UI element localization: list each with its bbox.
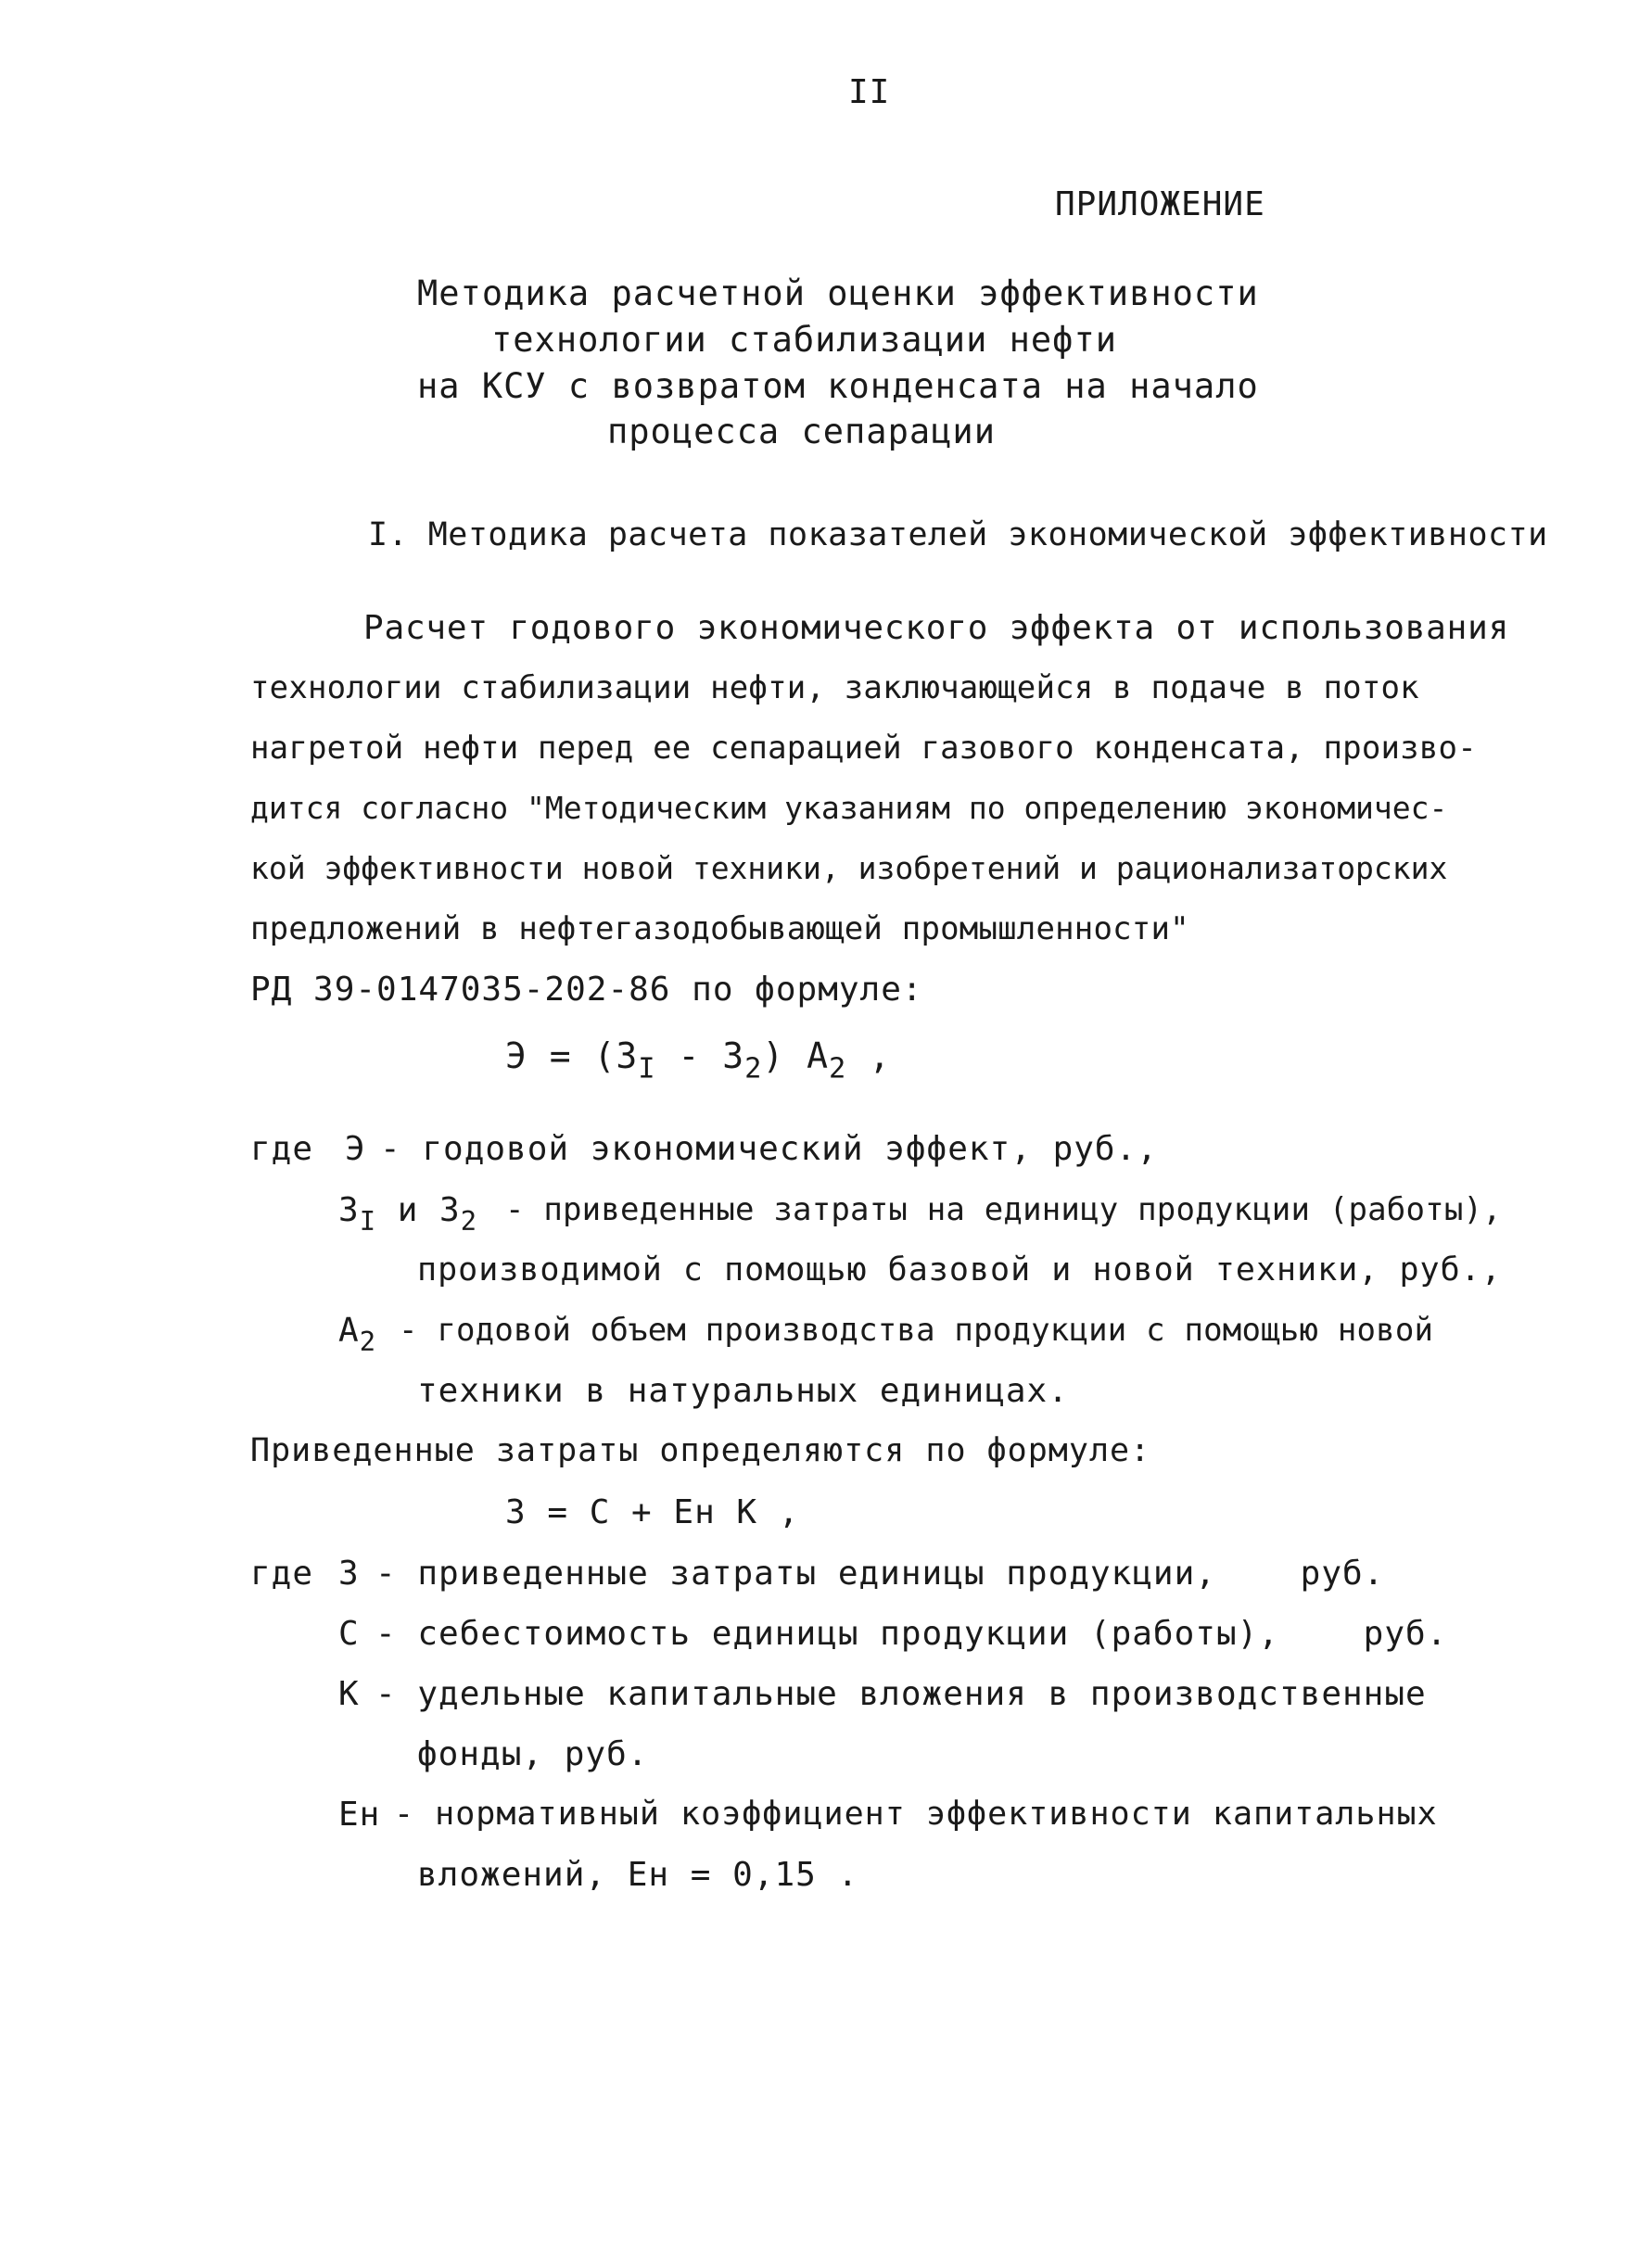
defs2-c-symbol: С	[338, 1615, 360, 1653]
section-heading: I. Методика расчета показателей экономической эффективности	[368, 516, 1548, 553]
defs1-a-letter: А	[338, 1312, 360, 1350]
defs1-e-symbol: Э	[345, 1130, 366, 1168]
paragraph-line-6: предложений в нефтегазодобывающей промышленности"	[250, 910, 1189, 947]
formula-effect-tail: ,	[846, 1035, 892, 1076]
paragraph-line-1: Расчет годового экономического эффекта от использования	[363, 609, 1510, 647]
formula-effect	[505, 1035, 892, 1086]
defs1-z-text-2: производимой с помощью базовой и новой техники, руб.,	[417, 1251, 1502, 1289]
defs2-where: где	[250, 1555, 314, 1593]
title-line-3: на КСУ с возвратом конденсата на начало	[417, 366, 1259, 406]
title-line-2: технологии стабилизации нефти	[491, 320, 1118, 360]
paragraph-line-5: кой эффективности новой техники, изобретений и рационализаторских	[250, 850, 1448, 886]
defs1-z-symbols	[338, 1191, 478, 1238]
formula-effect-sub-3: 2	[829, 1052, 847, 1086]
formula2-intro: Приведенные затраты определяются по формуле:	[250, 1432, 1151, 1469]
defs2-k-symbol: К	[338, 1675, 360, 1713]
defs2-z-symbol: З	[338, 1555, 360, 1593]
defs2-k-text: - удельные капитальные вложения в производственные	[375, 1675, 1427, 1713]
formula-effect-lhs: Э = (З	[505, 1035, 639, 1076]
defs1-a-text-2: техники в натуральных единицах.	[417, 1372, 1069, 1410]
defs1-z-sub-a: I	[359, 1205, 377, 1238]
paragraph-line-7: РД 39-0147035-202-86 по формуле:	[250, 971, 923, 1009]
paragraph-line-4: дится согласно "Методическим указаниям по определению экономичес-	[250, 790, 1448, 826]
formula-effect-minus: - З	[655, 1035, 745, 1076]
defs2-c-text: - себестоимость единицы продукции (работы), руб.	[375, 1615, 1448, 1653]
page-number: II	[848, 73, 891, 111]
defs2-en-text: - нормативный коэффициент эффективности капитальных	[394, 1796, 1438, 1833]
defs1-a-text: - годовой объем производства продукции с помощью новой	[399, 1312, 1434, 1349]
defs1-z-sub-b: 2	[460, 1205, 478, 1238]
defs2-k-text-2: фонды, руб.	[417, 1735, 649, 1773]
defs1-z-symbol-a: З	[338, 1191, 360, 1229]
defs1-where: где	[250, 1130, 314, 1168]
defs1-z-text: - приведенные затраты на единицу продукции (работы),	[505, 1191, 1502, 1228]
paragraph-line-2: технологии стабилизации нефти, заключающейся в подаче в поток	[250, 669, 1419, 706]
formula-effect-sub-1: I	[638, 1052, 656, 1086]
formula-cost: З = С + Ен К ,	[505, 1493, 800, 1531]
defs1-a-symbol	[338, 1312, 377, 1358]
defs2-z-text: - приведенные затраты единицы продукции, руб.	[375, 1555, 1385, 1593]
defs2-en-symbol: Ен	[338, 1796, 381, 1834]
title-line-4: процесса сепарации	[607, 412, 996, 451]
defs2-en-text-2: вложений, Ен = 0,15 .	[417, 1856, 859, 1894]
paragraph-line-3: нагретой нефти перед ее сепарацией газового конденсата, произво-	[250, 730, 1477, 767]
defs1-a-sub: 2	[359, 1326, 377, 1358]
appendix-label: ПРИЛОЖЕНИЕ	[1055, 185, 1265, 223]
title-line-1: Методика расчетной оценки эффективности	[417, 273, 1259, 313]
defs1-z-and: и З	[376, 1191, 461, 1229]
formula-effect-sub-2: 2	[744, 1052, 763, 1086]
defs1-e-text: - годовой экономический эффект, руб.,	[380, 1130, 1158, 1168]
formula-effect-mid: ) А	[762, 1035, 830, 1076]
